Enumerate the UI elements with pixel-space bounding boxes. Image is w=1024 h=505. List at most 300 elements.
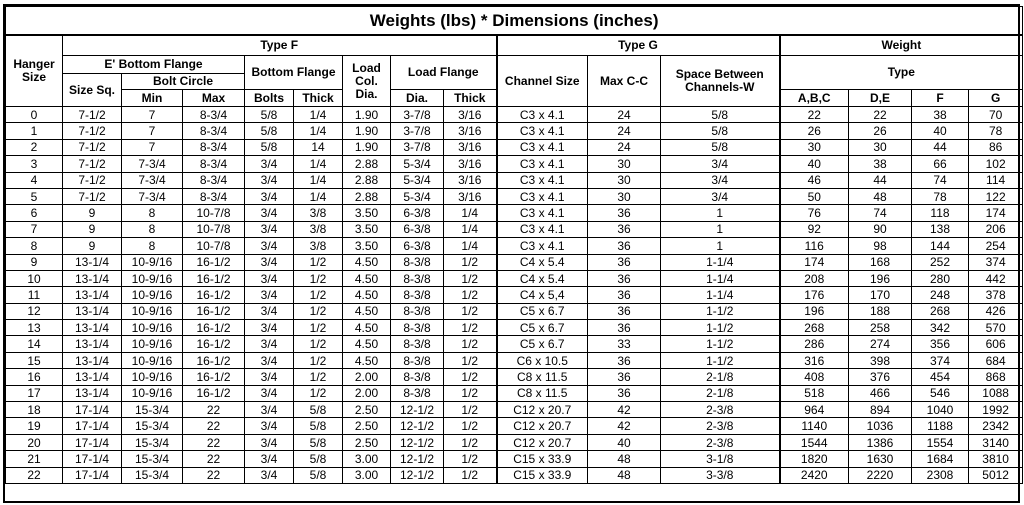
cell-weight-de: 1036 [849, 418, 912, 434]
cell-max-cc: 36 [588, 385, 661, 401]
cell-weight-f: 118 [912, 205, 969, 221]
header-hanger-size: Hanger Size [6, 35, 63, 107]
cell-bottom-flange-thick: 5/8 [294, 451, 343, 467]
cell-load-col-dia: 4.50 [343, 270, 391, 286]
cell-bolt-circle-min: 7-3/4 [122, 156, 183, 172]
cell-channel-size: C12 x 20.7 [497, 418, 588, 434]
cell-load-flange-dia: 8-3/8 [391, 254, 444, 270]
cell-load-flange-dia: 12-1/2 [391, 467, 444, 483]
cell-bottom-flange-bolts: 3/4 [245, 188, 294, 204]
header-max-cc: Max C-C [588, 56, 661, 107]
cell-size-sq: 13-1/4 [63, 270, 122, 286]
cell-space-between: 2-3/8 [661, 434, 780, 450]
cell-bolt-circle-max: 16-1/2 [183, 336, 245, 352]
cell-weight-abc: 1140 [780, 418, 849, 434]
cell-weight-de: 894 [849, 402, 912, 418]
table-row [6, 238, 1023, 254]
cell-channel-size: C5 x 6.7 [497, 336, 588, 352]
cell-bottom-flange-bolts: 3/4 [245, 320, 294, 336]
table-row [6, 205, 1023, 221]
cell-load-flange-thick: 3/16 [444, 139, 497, 155]
header-bottom-flange: Bottom Flange [245, 56, 343, 90]
cell-load-flange-dia: 8-3/8 [391, 303, 444, 319]
cell-weight-de: 274 [849, 336, 912, 352]
cell-weight-f: 356 [912, 336, 969, 352]
cell-load-flange-thick: 1/2 [444, 385, 497, 401]
cell-max-cc: 24 [588, 107, 661, 123]
cell-bolt-circle-min: 7 [122, 139, 183, 155]
cell-bottom-flange-thick: 1/2 [294, 369, 343, 385]
cell-load-flange-thick: 1/4 [444, 221, 497, 237]
cell-channel-size: C6 x 10.5 [497, 352, 588, 368]
cell-weight-abc: 174 [780, 254, 849, 270]
cell-weight-g: 868 [969, 369, 1023, 385]
cell-bolt-circle-max: 16-1/2 [183, 352, 245, 368]
cell-load-flange-dia: 6-3/8 [391, 205, 444, 221]
cell-hanger-size: 6 [6, 205, 63, 221]
table-row [6, 221, 1023, 237]
cell-bolt-circle-min: 15-3/4 [122, 402, 183, 418]
cell-max-cc: 36 [588, 287, 661, 303]
cell-max-cc: 36 [588, 221, 661, 237]
cell-bottom-flange-thick: 1/2 [294, 320, 343, 336]
cell-load-flange-dia: 12-1/2 [391, 451, 444, 467]
cell-load-col-dia: 1.90 [343, 139, 391, 155]
cell-max-cc: 42 [588, 418, 661, 434]
cell-bolt-circle-min: 15-3/4 [122, 418, 183, 434]
cell-load-flange-thick: 3/16 [444, 123, 497, 139]
cell-weight-de: 466 [849, 385, 912, 401]
cell-weight-abc: 76 [780, 205, 849, 221]
cell-weight-abc: 268 [780, 320, 849, 336]
header-type-g: Type G [497, 35, 780, 56]
cell-bolt-circle-min: 8 [122, 205, 183, 221]
cell-space-between: 1 [661, 238, 780, 254]
cell-weight-de: 90 [849, 221, 912, 237]
weights-dimensions-table [5, 6, 1023, 484]
cell-hanger-size: 4 [6, 172, 63, 188]
cell-weight-g: 102 [969, 156, 1023, 172]
cell-weight-f: 454 [912, 369, 969, 385]
cell-bottom-flange-bolts: 3/4 [245, 156, 294, 172]
cell-load-flange-dia: 8-3/8 [391, 369, 444, 385]
cell-weight-f: 1040 [912, 402, 969, 418]
cell-load-flange-thick: 3/16 [444, 156, 497, 172]
cell-weight-f: 78 [912, 188, 969, 204]
table-row [6, 385, 1023, 401]
table-row [6, 107, 1023, 123]
cell-hanger-size: 1 [6, 123, 63, 139]
cell-load-flange-dia: 5-3/4 [391, 172, 444, 188]
cell-space-between: 1-1/2 [661, 336, 780, 352]
cell-channel-size: C8 x 11.5 [497, 369, 588, 385]
cell-bottom-flange-thick: 14 [294, 139, 343, 155]
cell-weight-g: 254 [969, 238, 1023, 254]
cell-max-cc: 48 [588, 451, 661, 467]
cell-bottom-flange-thick: 3/8 [294, 205, 343, 221]
cell-max-cc: 40 [588, 434, 661, 450]
cell-weight-f: 74 [912, 172, 969, 188]
cell-bottom-flange-thick: 1/4 [294, 156, 343, 172]
cell-weight-abc: 518 [780, 385, 849, 401]
cell-load-flange-dia: 5-3/4 [391, 156, 444, 172]
cell-weight-g: 570 [969, 320, 1023, 336]
cell-bolt-circle-min: 10-9/16 [122, 369, 183, 385]
table-row [6, 352, 1023, 368]
cell-bolt-circle-max: 10-7/8 [183, 205, 245, 221]
header-weight: Weight [780, 35, 1023, 56]
cell-bottom-flange-thick: 5/8 [294, 434, 343, 450]
cell-weight-g: 122 [969, 188, 1023, 204]
cell-load-col-dia: 2.50 [343, 434, 391, 450]
cell-weight-de: 196 [849, 270, 912, 286]
cell-weight-abc: 22 [780, 107, 849, 123]
cell-load-col-dia: 2.88 [343, 172, 391, 188]
cell-bottom-flange-bolts: 3/4 [245, 385, 294, 401]
cell-weight-g: 1088 [969, 385, 1023, 401]
cell-weight-abc: 46 [780, 172, 849, 188]
cell-weight-f: 38 [912, 107, 969, 123]
cell-weight-abc: 30 [780, 139, 849, 155]
table-row [6, 336, 1023, 352]
header-type-de: D,E [849, 90, 912, 107]
cell-weight-f: 248 [912, 287, 969, 303]
cell-weight-g: 2342 [969, 418, 1023, 434]
cell-weight-g: 174 [969, 205, 1023, 221]
cell-channel-size: C3 x 4.1 [497, 205, 588, 221]
cell-load-flange-dia: 12-1/2 [391, 418, 444, 434]
cell-bolt-circle-min: 10-9/16 [122, 336, 183, 352]
cell-bolt-circle-max: 8-3/4 [183, 123, 245, 139]
cell-bolt-circle-max: 16-1/2 [183, 369, 245, 385]
cell-size-sq: 7-1/2 [63, 139, 122, 155]
cell-weight-de: 38 [849, 156, 912, 172]
cell-bottom-flange-thick: 1/4 [294, 188, 343, 204]
cell-hanger-size: 0 [6, 107, 63, 123]
table-row [6, 418, 1023, 434]
cell-hanger-size: 22 [6, 467, 63, 483]
table-row [6, 434, 1023, 450]
cell-load-flange-thick: 1/2 [444, 303, 497, 319]
cell-bottom-flange-thick: 1/2 [294, 287, 343, 303]
table-row [6, 467, 1023, 483]
cell-weight-f: 342 [912, 320, 969, 336]
header-min: Min [122, 90, 183, 107]
cell-load-flange-thick: 3/16 [444, 188, 497, 204]
cell-max-cc: 36 [588, 303, 661, 319]
cell-weight-de: 188 [849, 303, 912, 319]
cell-weight-de: 22 [849, 107, 912, 123]
header-bolt-circle: Bolt Circle [122, 74, 245, 90]
cell-weight-abc: 208 [780, 270, 849, 286]
cell-space-between: 1-1/2 [661, 352, 780, 368]
table-row [6, 139, 1023, 155]
cell-weight-f: 138 [912, 221, 969, 237]
cell-bottom-flange-bolts: 3/4 [245, 270, 294, 286]
cell-channel-size: C15 x 33.9 [497, 467, 588, 483]
cell-space-between: 1-1/4 [661, 287, 780, 303]
cell-weight-f: 1554 [912, 434, 969, 450]
cell-space-between: 1-1/4 [661, 254, 780, 270]
cell-weight-de: 30 [849, 139, 912, 155]
table-row [6, 270, 1023, 286]
cell-bolt-circle-min: 8 [122, 238, 183, 254]
cell-bolt-circle-max: 16-1/2 [183, 303, 245, 319]
cell-weight-g: 114 [969, 172, 1023, 188]
cell-space-between: 3-1/8 [661, 451, 780, 467]
cell-hanger-size: 11 [6, 287, 63, 303]
cell-weight-g: 684 [969, 352, 1023, 368]
cell-size-sq: 7-1/2 [63, 156, 122, 172]
cell-bolt-circle-min: 10-9/16 [122, 254, 183, 270]
cell-load-flange-dia: 8-3/8 [391, 385, 444, 401]
header-e-bottom-flange: E' Bottom Flange [63, 56, 245, 74]
cell-load-flange-dia: 3-7/8 [391, 139, 444, 155]
cell-weight-de: 98 [849, 238, 912, 254]
cell-bolt-circle-min: 10-9/16 [122, 287, 183, 303]
cell-space-between: 3-3/8 [661, 467, 780, 483]
cell-bottom-flange-thick: 5/8 [294, 467, 343, 483]
cell-bottom-flange-bolts: 3/4 [245, 254, 294, 270]
cell-load-flange-thick: 1/2 [444, 352, 497, 368]
cell-load-col-dia: 2.00 [343, 385, 391, 401]
cell-bottom-flange-thick: 5/8 [294, 418, 343, 434]
cell-weight-abc: 176 [780, 287, 849, 303]
cell-hanger-size: 7 [6, 221, 63, 237]
cell-weight-abc: 92 [780, 221, 849, 237]
header-type: Type [780, 56, 1023, 90]
cell-weight-f: 144 [912, 238, 969, 254]
cell-size-sq: 7-1/2 [63, 107, 122, 123]
cell-space-between: 1-1/2 [661, 303, 780, 319]
cell-weight-f: 2308 [912, 467, 969, 483]
cell-load-col-dia: 2.50 [343, 418, 391, 434]
cell-load-flange-thick: 1/2 [444, 418, 497, 434]
cell-load-col-dia: 3.00 [343, 467, 391, 483]
cell-bottom-flange-bolts: 3/4 [245, 451, 294, 467]
cell-weight-f: 40 [912, 123, 969, 139]
cell-channel-size: C4 x 5.4 [497, 254, 588, 270]
cell-load-col-dia: 4.50 [343, 303, 391, 319]
cell-weight-g: 378 [969, 287, 1023, 303]
cell-max-cc: 36 [588, 320, 661, 336]
cell-bottom-flange-thick: 1/2 [294, 270, 343, 286]
cell-bottom-flange-bolts: 3/4 [245, 238, 294, 254]
cell-bolt-circle-max: 8-3/4 [183, 188, 245, 204]
cell-weight-abc: 50 [780, 188, 849, 204]
cell-load-flange-dia: 3-7/8 [391, 123, 444, 139]
cell-max-cc: 24 [588, 139, 661, 155]
cell-bolt-circle-max: 10-7/8 [183, 238, 245, 254]
table-row [6, 303, 1023, 319]
cell-load-col-dia: 3.50 [343, 238, 391, 254]
cell-weight-de: 26 [849, 123, 912, 139]
cell-channel-size: C3 x 4.1 [497, 172, 588, 188]
table-row [6, 172, 1023, 188]
cell-hanger-size: 15 [6, 352, 63, 368]
cell-weight-g: 5012 [969, 467, 1023, 483]
cell-space-between: 2-1/8 [661, 385, 780, 401]
cell-weight-g: 78 [969, 123, 1023, 139]
cell-size-sq: 17-1/4 [63, 418, 122, 434]
cell-weight-f: 1188 [912, 418, 969, 434]
header-type-f-weight: F [912, 90, 969, 107]
cell-bottom-flange-bolts: 3/4 [245, 303, 294, 319]
cell-load-col-dia: 4.50 [343, 352, 391, 368]
cell-hanger-size: 21 [6, 451, 63, 467]
cell-bottom-flange-thick: 1/4 [294, 172, 343, 188]
cell-load-col-dia: 2.50 [343, 402, 391, 418]
header-load-col-dia: Load Col. Dia. [343, 56, 391, 107]
header-load-flange: Load Flange [391, 56, 497, 90]
cell-max-cc: 48 [588, 467, 661, 483]
cell-load-col-dia: 3.50 [343, 205, 391, 221]
cell-bolt-circle-max: 8-3/4 [183, 107, 245, 123]
cell-hanger-size: 12 [6, 303, 63, 319]
cell-channel-size: C5 x 6.7 [497, 320, 588, 336]
cell-load-flange-thick: 1/4 [444, 205, 497, 221]
cell-space-between: 5/8 [661, 107, 780, 123]
cell-space-between: 3/4 [661, 172, 780, 188]
cell-weight-abc: 26 [780, 123, 849, 139]
cell-bottom-flange-thick: 3/8 [294, 238, 343, 254]
cell-bolt-circle-max: 22 [183, 467, 245, 483]
cell-load-flange-thick: 1/2 [444, 287, 497, 303]
cell-max-cc: 36 [588, 205, 661, 221]
cell-weight-de: 398 [849, 352, 912, 368]
header-bolts: Bolts [245, 90, 294, 107]
cell-weight-f: 252 [912, 254, 969, 270]
cell-weight-f: 66 [912, 156, 969, 172]
cell-weight-f: 268 [912, 303, 969, 319]
cell-load-col-dia: 3.50 [343, 221, 391, 237]
cell-bottom-flange-bolts: 5/8 [245, 123, 294, 139]
cell-weight-g: 442 [969, 270, 1023, 286]
cell-channel-size: C12 x 20.7 [497, 402, 588, 418]
cell-channel-size: C3 x 4.1 [497, 188, 588, 204]
cell-load-col-dia: 2.88 [343, 156, 391, 172]
table-row [6, 320, 1023, 336]
cell-space-between: 2-1/8 [661, 369, 780, 385]
cell-weight-g: 606 [969, 336, 1023, 352]
cell-hanger-size: 19 [6, 418, 63, 434]
header-thick-2: Thick [444, 90, 497, 107]
cell-bottom-flange-bolts: 3/4 [245, 172, 294, 188]
cell-bolt-circle-min: 10-9/16 [122, 385, 183, 401]
cell-max-cc: 30 [588, 156, 661, 172]
cell-max-cc: 36 [588, 270, 661, 286]
header-max: Max [183, 90, 245, 107]
cell-size-sq: 13-1/4 [63, 320, 122, 336]
cell-space-between: 5/8 [661, 123, 780, 139]
cell-weight-abc: 40 [780, 156, 849, 172]
cell-weight-de: 1386 [849, 434, 912, 450]
cell-weight-abc: 286 [780, 336, 849, 352]
cell-weight-de: 74 [849, 205, 912, 221]
cell-load-flange-dia: 6-3/8 [391, 221, 444, 237]
cell-channel-size: C3 x 4.1 [497, 139, 588, 155]
cell-bolt-circle-min: 15-3/4 [122, 467, 183, 483]
cell-bottom-flange-thick: 3/8 [294, 221, 343, 237]
cell-bottom-flange-bolts: 3/4 [245, 287, 294, 303]
cell-load-flange-thick: 1/2 [444, 434, 497, 450]
cell-size-sq: 13-1/4 [63, 385, 122, 401]
header-type-abc: A,B,C [780, 90, 849, 107]
cell-size-sq: 9 [63, 238, 122, 254]
header-dia: Dia. [391, 90, 444, 107]
cell-load-flange-thick: 1/2 [444, 320, 497, 336]
cell-weight-abc: 964 [780, 402, 849, 418]
cell-weight-f: 374 [912, 352, 969, 368]
cell-bolt-circle-max: 22 [183, 451, 245, 467]
cell-weight-abc: 2420 [780, 467, 849, 483]
cell-hanger-size: 5 [6, 188, 63, 204]
cell-size-sq: 13-1/4 [63, 369, 122, 385]
cell-size-sq: 13-1/4 [63, 254, 122, 270]
header-thick: Thick [294, 90, 343, 107]
cell-bottom-flange-bolts: 3/4 [245, 369, 294, 385]
cell-max-cc: 36 [588, 254, 661, 270]
cell-max-cc: 30 [588, 188, 661, 204]
cell-load-col-dia: 1.90 [343, 107, 391, 123]
cell-load-flange-dia: 8-3/8 [391, 320, 444, 336]
cell-space-between: 1 [661, 205, 780, 221]
cell-weight-de: 48 [849, 188, 912, 204]
cell-bolt-circle-min: 10-9/16 [122, 352, 183, 368]
cell-channel-size: C8 x 11.5 [497, 385, 588, 401]
cell-load-flange-thick: 1/2 [444, 467, 497, 483]
cell-bolt-circle-min: 15-3/4 [122, 434, 183, 450]
cell-load-flange-thick: 1/4 [444, 238, 497, 254]
cell-load-flange-thick: 3/16 [444, 172, 497, 188]
cell-load-flange-dia: 8-3/8 [391, 287, 444, 303]
cell-channel-size: C3 x 4.1 [497, 221, 588, 237]
cell-bolt-circle-min: 8 [122, 221, 183, 237]
cell-weight-g: 1992 [969, 402, 1023, 418]
cell-hanger-size: 14 [6, 336, 63, 352]
cell-space-between: 5/8 [661, 139, 780, 155]
table-row [6, 451, 1023, 467]
cell-size-sq: 13-1/4 [63, 303, 122, 319]
cell-weight-f: 1684 [912, 451, 969, 467]
cell-load-col-dia: 1.90 [343, 123, 391, 139]
cell-weight-g: 70 [969, 107, 1023, 123]
cell-channel-size: C12 x 20.7 [497, 434, 588, 450]
cell-bottom-flange-bolts: 3/4 [245, 467, 294, 483]
cell-hanger-size: 2 [6, 139, 63, 155]
cell-load-flange-dia: 5-3/4 [391, 188, 444, 204]
cell-load-flange-thick: 1/2 [444, 270, 497, 286]
cell-max-cc: 36 [588, 238, 661, 254]
cell-size-sq: 13-1/4 [63, 287, 122, 303]
weights-dimensions-table-frame [3, 4, 1020, 503]
cell-load-flange-dia: 8-3/8 [391, 352, 444, 368]
cell-weight-g: 206 [969, 221, 1023, 237]
cell-space-between: 3/4 [661, 156, 780, 172]
cell-size-sq: 9 [63, 205, 122, 221]
cell-bolt-circle-max: 22 [183, 434, 245, 450]
cell-load-flange-dia: 12-1/2 [391, 402, 444, 418]
cell-bolt-circle-max: 22 [183, 418, 245, 434]
cell-load-col-dia: 2.00 [343, 369, 391, 385]
header-type-f: Type F [63, 35, 497, 56]
cell-bolt-circle-max: 8-3/4 [183, 139, 245, 155]
cell-bottom-flange-thick: 1/2 [294, 303, 343, 319]
cell-size-sq: 17-1/4 [63, 402, 122, 418]
cell-size-sq: 7-1/2 [63, 123, 122, 139]
cell-space-between: 1-1/4 [661, 270, 780, 286]
cell-weight-abc: 196 [780, 303, 849, 319]
